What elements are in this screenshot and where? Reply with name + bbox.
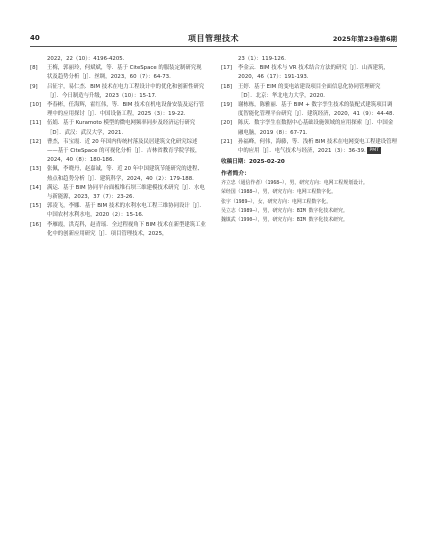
author-bio: 荣经国（1988—），男，研究方向：电网工程数字化。: [221, 189, 336, 196]
page-number: 40: [30, 34, 40, 42]
received-date: 收稿日期：2025-02-20: [221, 159, 285, 166]
reference-item: [12] 曹杰，韦宝霞．近 20 年国内传统村落及民居建筑文化研究综述——基于 CiteSpace 的可视化分析［J］．吉林省教育学院学报，2024，40（8）：180-186.: [30, 138, 201, 164]
author-bio: 张宇（1989—），女，研究方向：电网工程数字化。: [221, 198, 332, 205]
reference-item: [9] 吕征宇，易仁杰．BIM 技术在电力工程设计中的优化和创新性研究［J］．今日制造与升级，2023（10）：15-17.: [30, 83, 205, 99]
reference-item: 23（1）：119-126.: [238, 56, 286, 62]
reference-item: [20] 陈庆．数字孪生在数据中心基础设施领域的应用探索［J］．中国金融电脑，2019（8）：67-71.: [221, 120, 394, 136]
reference-item: 2022，22（10）：4196-4205.: [47, 56, 125, 62]
reference-item: [14] 满运．基于 BIM 协同平台面板堆石坝三维建模技术研究［J］．水电与新能源，2023，37（7）：23-26.: [30, 184, 205, 201]
right-column-references: [221, 55, 397, 225]
author-bio: 齐立忠（通信作者）（1968—），男，研究方向：电网工程规划设计。: [221, 180, 368, 187]
journal-title: 项目管理技术: [188, 34, 239, 43]
reference-item: [11] 伍娟．基于 Kuramoto 模型的微电网频率同步及经济运行研究［D］．武汉：武汉大学，2021.: [30, 120, 196, 136]
reference-item: [18] 王婷．基于 EIM 的变电站建设项目全面信息化协同管理研究［D］．北京：华北电力大学，2020.: [221, 83, 381, 99]
issue-info: 2025年第23卷第6期: [332, 35, 397, 43]
reference-item: [21] 孙福峰，何伟，海藤，等．浅析 BIM 技术在电网变电工程建设管理中的应用［J］．电气技术与经济，2021（3）：36-39. PMT: [221, 138, 397, 155]
reference-item: [19] 谢栋栋，陈雅丽．基于 BIM + 数字孪生技术的装配式建筑项目调度智能化管理平台研究［J］．建筑经济，2020，41（9）：44-48.: [221, 102, 395, 118]
reference-item: [8] 王梅，郭丽玲，何斌斌，等．基于 CiteSpace 的服装定制研究现状及趋势分析［J］．丝绸，2023，60（7）：64-73.: [30, 65, 202, 81]
page-header: [30, 34, 397, 47]
reference-item: [10] 李春彬，任海辉，霍红伟，等．BIM 技术在机电设备安装及运行管理中的应用探讨［J］．中国设备工程，2025（3）：19-22.: [30, 102, 205, 118]
left-column-references: [30, 55, 206, 239]
reference-item: [13] 张佩，李晓丹，赵嘉诚，等．近 20 年中国建筑节能研究的进程、热点和趋势分析［J］．建筑科学，2024，40（2）：179-188.: [30, 166, 203, 182]
authors-heading: 作者简介：: [221, 171, 250, 178]
reference-item: [17] 李金云．BIM 技术与 VR 技术结合方法的研究［J］．山西建筑，2020，46（17）：191-193.: [221, 65, 389, 81]
reference-item: [15] 郭凌飞，李娜．基于 BIM 技术的水利水电工程三维协同设计［J］．中国农村水利水电，2020（2）：15-16.: [30, 203, 205, 219]
pmt-stamp: PMT: [369, 148, 380, 154]
author-bio: 魏镇武（1990—），男，研究方向：BIM 数字化技术研究。: [221, 217, 348, 224]
author-bio: 吴立志（1989—），男，研究方向：BIM 数字化技术研究。: [221, 207, 348, 214]
reference-item: [16] 李雁霞，洪克科，赵青瑶．全过程视角下 BIM 技术在新型建筑工业化中的创新应用研究［J］．项目管理技术，2025，: [30, 221, 206, 237]
